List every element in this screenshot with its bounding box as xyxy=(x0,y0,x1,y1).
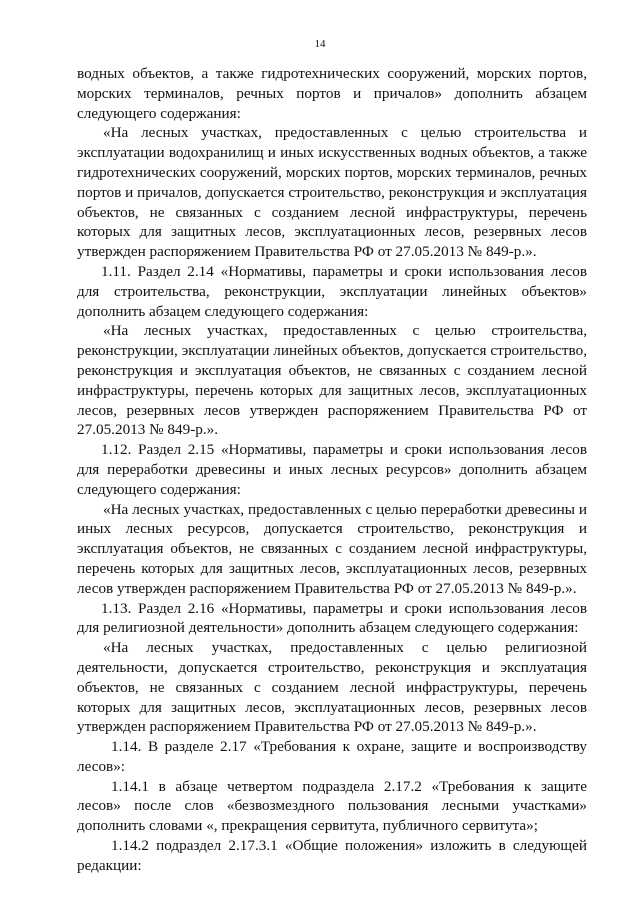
paragraph-item-1-14: 1.14. В разделе 2.17 «Требования к охране, защите и воспроизводству лесов»: xyxy=(77,738,587,775)
paragraph-quote-religious: «На лесных участках, предоставленных с целью религиозной деятельности, допускается строительство, реконструкция и эксплуатация объектов, не связанных с созданием лесной инфраструктуры, перечень которых для защитных лесов, эксплуатационных лесов, резервных лесов утвержден распоряжением Правительства РФ от 27.05.2013 № 849-р.». xyxy=(77,639,587,736)
paragraph-item-1-14-2: 1.14.2 подраздел 2.17.3.1 «Общие положения» изложить в следующей редакции: xyxy=(77,837,587,874)
paragraph-item-1-11: 1.11. Раздел 2.14 «Нормативы, параметры и сроки использования лесов для строительства, реконструкции, эксплуатации линейных объектов» дополнить абзацем следующего содержания: xyxy=(77,262,587,320)
paragraph-item-1-13: 1.13. Раздел 2.16 «Нормативы, параметры и сроки использования лесов для религиозной деятельности» дополнить абзацем следующего содержания: xyxy=(77,599,587,637)
paragraph-item-1-12: 1.12. Раздел 2.15 «Нормативы, параметры и сроки использования лесов для переработки древесины и иных лесных ресурсов» дополнить абзацем следующего содержания: xyxy=(77,441,587,498)
paragraph-quote-wood-processing: «На лесных участках, предоставленных с целью переработки древесины и иных лесных ресурсов, допускается строительство, реконструкция и эксплуатация объектов, не связанных с созданием лесной инфраструктуры, перечень которых для защитных лесов, эксплуатационных лесов, резервных лесов утвержден распоряжением Правительства РФ от 27.05.2013 № 849-р.». xyxy=(77,500,587,597)
paragraph-item-1-14-1: 1.14.1 в абзаце четвертом подраздела 2.17.2 «Требования к защите лесов» после слов «безвозмездного пользования лесными участками» дополнить словами «, прекращения сервитута, публичного сервитута»; xyxy=(77,777,587,835)
paragraph-quote-linear-objects: «На лесных участках, предоставленных с целью строительства, реконструкции, эксплуатации линейных объектов, допускается строительство, реконструкция и эксплуатация объектов, не связанных с созданием лесной инфраструктуры, перечень которых для защитных лесов, эксплуатационных лесов, резервных лесов утвержден распоряжением Правительства РФ от 27.05.2013 № 849-р.». xyxy=(77,322,587,439)
document-body xyxy=(77,64,587,876)
paragraph-quote-reservoirs: «На лесных участках, предоставленных с целью строительства и эксплуатации водохранилищ и иных искусственных водных объектов, а также гидротехнических сооружений, морских портов, морских терминалов, речных портов и причалов, допускается строительство, реконструкция и эксплуатация объектов, не связанных с созданием лесной инфраструктуры, перечень которых для защитных лесов, эксплуатационных лесов, резервных лесов утвержден распоряжением Правительства РФ от 27.05.2013 № 849-р.». xyxy=(77,124,587,261)
paragraph-continuation: водных объектов, а также гидротехнических сооружений, морских портов, морских терминалов, речных портов и причалов» дополнить абзацем следующего содержания: xyxy=(77,65,587,122)
page-number: 14 xyxy=(314,38,326,50)
